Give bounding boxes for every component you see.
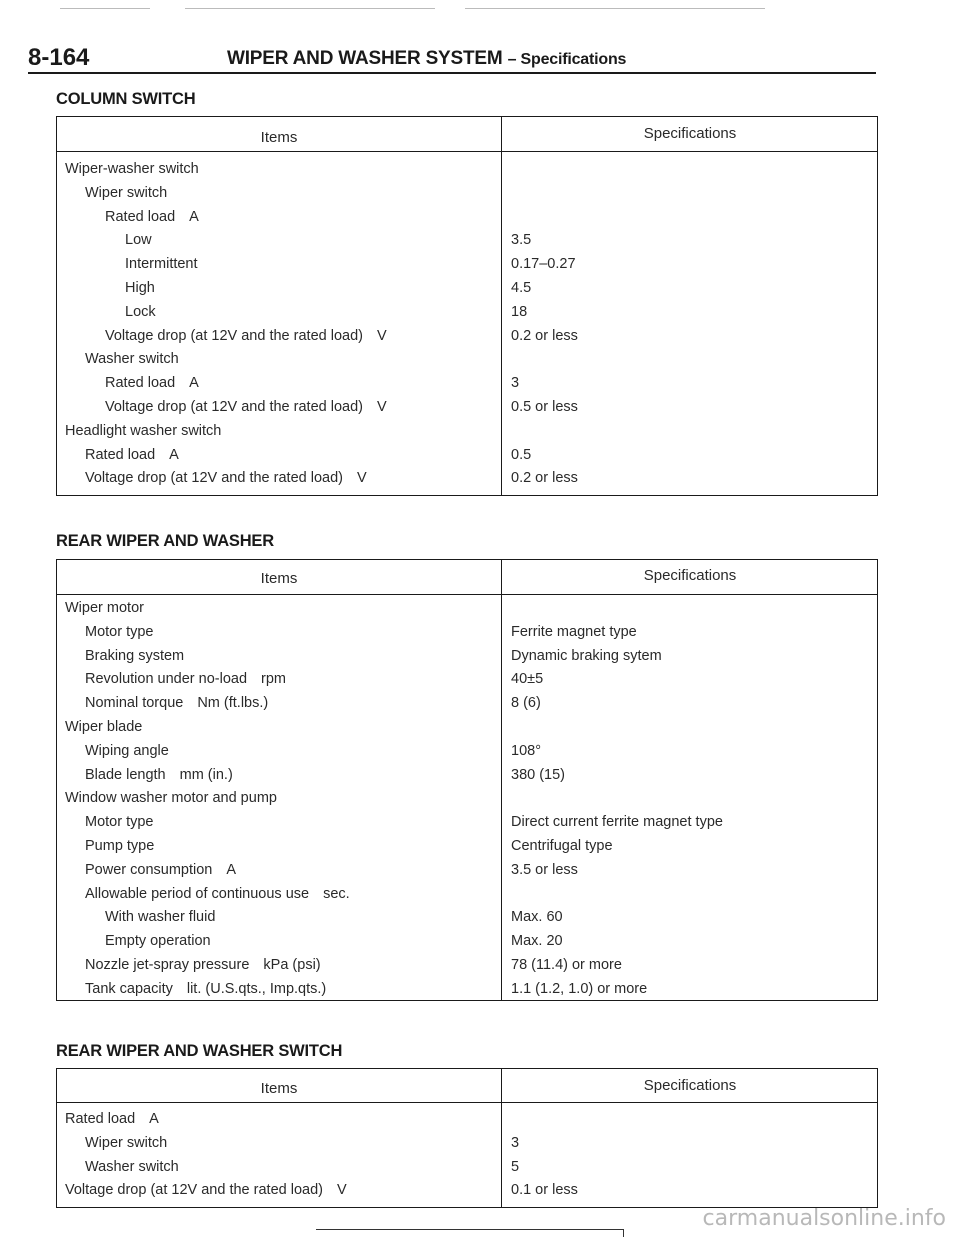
table-row: [57, 862, 877, 886]
page-title: [227, 48, 626, 70]
table-row: [57, 814, 877, 838]
table-row: [57, 399, 877, 423]
item-cell: [65, 1182, 347, 1198]
spec-value: Centrifugal type: [511, 837, 613, 854]
spec-value: 78 (11.4) or more: [511, 956, 622, 973]
spec-value: 3: [511, 1134, 520, 1151]
item-label: Wiper switch: [85, 1134, 168, 1151]
rows-rear-wiper-and-washer-switch: [57, 1111, 877, 1206]
spec-value: 0.1 or less: [511, 1182, 578, 1199]
item-cell: [65, 790, 277, 806]
specifications-header: Specifications: [643, 1077, 737, 1094]
item-unit: Nm (ft.lbs.): [197, 695, 269, 712]
item-label: Motor type: [85, 814, 154, 831]
item-label: Revolution under no-load: [85, 671, 248, 688]
watermark: carmanualsonline.info: [702, 1206, 946, 1231]
rows-rear-wiper-and-washer: [57, 600, 877, 1005]
spec-value: Direct current ferrite magnet type: [511, 814, 723, 831]
item-cell: [85, 743, 169, 759]
item-label: Wiping angle: [85, 742, 169, 759]
item-label: Rated load: [85, 446, 156, 463]
page-footer-rule: [316, 1229, 624, 1230]
item-label: Rated load: [65, 1111, 136, 1127]
table-row: [57, 719, 877, 743]
items-header: Items: [260, 129, 298, 146]
rows-column-switch: [57, 161, 877, 494]
table-row: [57, 624, 877, 648]
item-label: Window washer motor and pump: [65, 790, 277, 807]
table-row: [57, 933, 877, 957]
item-label: Headlight washer switch: [65, 422, 222, 439]
item-label: Pump type: [85, 837, 155, 854]
item-cell: [85, 838, 154, 854]
item-label: Rated load: [105, 375, 176, 392]
item-label: Voltage drop (at 12V and the rated load): [65, 1182, 323, 1199]
spec-value: 108°: [511, 742, 541, 759]
table-row: [57, 695, 877, 719]
item-cell: [85, 671, 286, 687]
item-unit: V: [356, 470, 367, 487]
scan-line: [465, 8, 765, 9]
item-cell: [125, 280, 155, 296]
item-label: Washer switch: [85, 1158, 179, 1175]
spec-value: 0.2 or less: [511, 470, 578, 487]
item-cell: [105, 209, 199, 225]
spec-value: 0.17–0.27: [511, 256, 576, 273]
spec-value: 4.5: [511, 279, 532, 296]
items-header: Items: [260, 1080, 298, 1097]
table-row: [57, 280, 877, 304]
spec-value: 40±5: [511, 671, 544, 688]
spec-value: 3.5 or less: [511, 861, 578, 878]
item-cell: [125, 256, 198, 272]
item-label: Wiper blade: [65, 718, 143, 735]
scan-line: [60, 8, 150, 9]
item-cell: [65, 719, 142, 735]
item-cell: [85, 862, 236, 878]
table-row: [57, 909, 877, 933]
item-label: Intermittent: [125, 256, 198, 273]
section-title-rear-wiper-and-washer-switch: REAR WIPER AND WASHER SWITCH: [56, 1042, 343, 1060]
table-row: [57, 328, 877, 352]
spec-value: 3.5: [511, 232, 532, 249]
table-row: [57, 423, 877, 447]
item-unit: mm (in.): [179, 766, 233, 783]
item-cell: [85, 1159, 179, 1175]
item-cell: [105, 375, 199, 391]
item-cell: [65, 600, 144, 616]
item-unit: A: [189, 375, 199, 392]
table-row: [57, 648, 877, 672]
table-row: [57, 671, 877, 695]
item-label: Low: [125, 232, 152, 249]
table-row: [57, 256, 877, 280]
item-label: Nozzle jet-spray pressure: [85, 956, 250, 973]
item-label: Wiper switch: [85, 184, 168, 201]
table-row: [57, 209, 877, 233]
table-row: [57, 790, 877, 814]
item-label: Blade length: [85, 766, 166, 783]
item-cell: [85, 447, 179, 463]
item-cell: [85, 648, 184, 664]
page-subtitle: – Specifications: [507, 51, 627, 68]
item-label: Voltage drop (at 12V and the rated load): [105, 327, 363, 344]
item-unit: V: [376, 398, 387, 415]
item-label: Voltage drop (at 12V and the rated load): [105, 398, 363, 415]
header-rule: [57, 1102, 877, 1103]
item-label: Empty operation: [105, 933, 211, 950]
table-row: [57, 767, 877, 791]
item-cell: [85, 695, 268, 711]
spec-value: 8 (6): [511, 695, 541, 712]
item-unit: A: [189, 208, 199, 225]
page-number: 8-164: [28, 44, 90, 71]
item-unit: V: [336, 1182, 347, 1199]
spec-value: 0.2 or less: [511, 327, 578, 344]
spec-table-rear-wiper-and-washer-switch: [56, 1068, 878, 1208]
table-row: [57, 1159, 877, 1183]
table-row: [57, 185, 877, 209]
scan-line: [185, 8, 435, 9]
item-cell: [85, 981, 326, 997]
table-row: [57, 351, 877, 375]
header-rule: [57, 151, 877, 152]
spec-value: 5: [511, 1158, 520, 1175]
item-unit: lit. (U.S.qts., Imp.qts.): [186, 980, 327, 997]
item-cell: [85, 351, 179, 367]
item-unit: A: [149, 1111, 159, 1127]
item-cell: [105, 909, 215, 925]
table-row: [57, 838, 877, 862]
table-row: [57, 1111, 877, 1135]
item-label: Wiper motor: [65, 600, 144, 616]
item-cell: [85, 767, 233, 783]
table-row: [57, 375, 877, 399]
item-cell: [65, 423, 221, 439]
section-title-rear-wiper-and-washer: REAR WIPER AND WASHER: [56, 532, 274, 550]
item-label: Washer switch: [85, 351, 179, 368]
table-row: [57, 232, 877, 256]
item-label: Braking system: [85, 647, 185, 664]
item-label: Tank capacity: [85, 980, 173, 997]
table-row: [57, 886, 877, 910]
page-header: [28, 44, 876, 74]
item-unit: A: [226, 861, 237, 878]
item-unit: rpm: [261, 671, 287, 688]
table-row: [57, 161, 877, 185]
item-unit: V: [376, 327, 387, 344]
item-cell: [105, 399, 387, 415]
spec-value: Max. 20: [511, 933, 563, 950]
header-rule: [57, 594, 877, 595]
table-row: [57, 957, 877, 981]
item-unit: A: [169, 446, 179, 463]
spec-value: Ferrite magnet type: [511, 623, 637, 640]
item-cell: [125, 232, 152, 248]
table-row: [57, 981, 877, 1005]
spec-value: Dynamic braking sytem: [511, 647, 662, 664]
page-title-main: WIPER AND WASHER SYSTEM: [227, 48, 503, 69]
spec-value: 380 (15): [511, 766, 566, 783]
item-label: Voltage drop (at 12V and the rated load): [85, 470, 343, 487]
table-row: [57, 304, 877, 328]
item-unit: sec.: [323, 885, 350, 902]
specifications-header: Specifications: [643, 567, 737, 584]
spec-value: 0.5 or less: [511, 398, 578, 415]
items-header: Items: [260, 570, 298, 587]
table-row: [57, 600, 877, 624]
item-label: Rated load: [105, 208, 176, 225]
table-row: [57, 1135, 877, 1159]
spec-value: 18: [511, 303, 528, 320]
item-cell: [85, 1135, 167, 1151]
item-label: With washer fluid: [105, 909, 216, 926]
spec-value: Max. 60: [511, 909, 563, 926]
spec-table-rear-wiper-and-washer: [56, 559, 878, 1001]
table-row: [57, 743, 877, 767]
item-label: Nominal torque: [85, 695, 184, 712]
item-cell: [65, 1111, 159, 1127]
spec-value: 1.1 (1.2, 1.0) or more: [511, 980, 648, 997]
item-label: Lock: [125, 303, 156, 320]
item-cell: [85, 886, 350, 902]
item-label: Power consumption: [85, 861, 213, 878]
spec-value: 3: [511, 375, 520, 392]
item-cell: [85, 957, 321, 973]
item-cell: [85, 814, 154, 830]
table-row: [57, 447, 877, 471]
item-label: Wiper-washer switch: [65, 161, 199, 177]
section-title-column-switch: COLUMN SWITCH: [56, 90, 196, 108]
specifications-header: Specifications: [643, 125, 737, 142]
item-cell: [125, 304, 156, 320]
item-cell: [65, 161, 199, 177]
spec-value: 0.5: [511, 446, 532, 463]
table-row: [57, 470, 877, 494]
item-cell: [105, 933, 211, 949]
item-cell: [85, 624, 154, 640]
table-row: [57, 1182, 877, 1206]
item-unit: kPa (psi): [263, 956, 321, 973]
item-cell: [105, 328, 387, 344]
item-cell: [85, 470, 367, 486]
item-cell: [85, 185, 167, 201]
item-label: Allowable period of continuous use: [85, 885, 310, 902]
item-label: Motor type: [85, 623, 154, 640]
item-label: High: [125, 279, 155, 296]
spec-table-column-switch: [56, 116, 878, 496]
